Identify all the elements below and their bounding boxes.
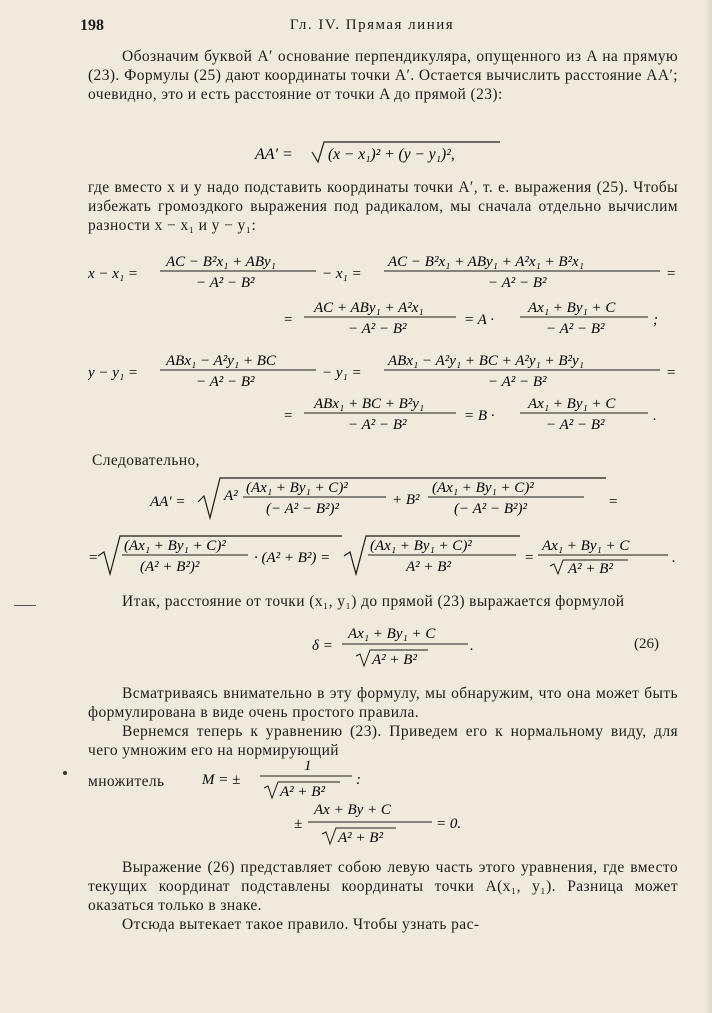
svg-text:=: = bbox=[666, 266, 677, 282]
svg-text::: : bbox=[356, 772, 361, 788]
svg-text:AA′ =: AA′ = bbox=[255, 146, 293, 163]
paragraph-perpendicular: Обозначим буквой A′ основание перпендикуляра, опущенного из A на прямую (23). Формулы (25) дают координаты точки A′. Остается вычислить расстояние AA′; очевидно, это и есть расстояние от точки A до прямой (23): bbox=[88, 48, 678, 103]
svg-text:(Ax₁ + By₁ + C)²: (Ax₁ + By₁ + C)² bbox=[432, 480, 534, 496]
svg-text:− y₁ =: − y₁ = bbox=[322, 365, 362, 381]
paragraph-multiplier-label: множитель bbox=[88, 773, 165, 790]
svg-text:Ax + By + C: Ax + By + C bbox=[314, 802, 391, 818]
equation-x-difference bbox=[88, 246, 683, 346]
page-header bbox=[80, 17, 664, 41]
page-number: 198 bbox=[80, 17, 104, 34]
svg-text:=: = bbox=[88, 550, 99, 566]
equation-y-difference bbox=[88, 347, 683, 443]
svg-text:AC − B²x₁ + ABy₁: AC − B²x₁ + ABy₁ bbox=[166, 254, 276, 270]
svg-text:− A² − B²: − A² − B² bbox=[488, 275, 547, 291]
svg-text:x − x₁ =: x − x₁ = bbox=[88, 266, 139, 282]
svg-text:Ax₁ + By₁ + C: Ax₁ + By₁ + C bbox=[542, 538, 630, 554]
paragraph-therefore: Следовательно, bbox=[92, 452, 200, 469]
svg-text:− x₁ =: − x₁ = bbox=[322, 266, 362, 282]
equation-delta bbox=[310, 620, 480, 672]
paragraph-distance-formula: Итак, расстояние от точки (x₁, y₁) до прямой (23) выражается формулой bbox=[122, 593, 625, 610]
paragraph-rule: Отсюда вытекает такое правило. Чтобы узнать рас- bbox=[122, 916, 480, 933]
svg-text:A² + B²: A² + B² bbox=[280, 784, 325, 800]
svg-text:.: . bbox=[470, 638, 474, 654]
svg-text:(Ax₁ + By₁ + C)²: (Ax₁ + By₁ + C)² bbox=[246, 480, 348, 496]
svg-text:= A ·: = A · bbox=[464, 312, 494, 328]
equation-number-26: (26) bbox=[634, 636, 659, 652]
svg-text:(A² + B²)²: (A² + B²)² bbox=[140, 559, 200, 575]
svg-text:A² + B²: A² + B² bbox=[372, 652, 417, 668]
svg-text:(− A² − B²)²: (− A² − B²)² bbox=[266, 501, 340, 517]
equation-normalizing-factor bbox=[200, 756, 380, 802]
svg-text:1: 1 bbox=[304, 758, 312, 774]
svg-text:.: . bbox=[672, 550, 676, 566]
paragraph-expression-26: Выражение (26) представляет собою левую часть этого уравнения, где вместо текущих координат подставлены координаты точки A(x₁, y₁). Разница может оказаться только в знаке. bbox=[88, 859, 678, 914]
page-edge-shadow bbox=[704, 0, 712, 1013]
equation-aa-radical bbox=[88, 474, 683, 586]
svg-text:− A² − B²: − A² − B² bbox=[348, 417, 407, 433]
svg-text:· (A² + B²) =: · (A² + B²) = bbox=[254, 550, 331, 566]
svg-text:− A² − B²: − A² − B² bbox=[348, 321, 407, 337]
paragraph-observation: Всматриваясь внимательно в эту формулу, мы обнаружим, что она может быть формулирована в виде очень простого правила. bbox=[88, 685, 678, 721]
svg-text:(Ax₁ + By₁ + C)²: (Ax₁ + By₁ + C)² bbox=[124, 538, 226, 554]
svg-text:=: = bbox=[283, 408, 294, 424]
svg-text:A² + B²: A² + B² bbox=[406, 559, 451, 575]
svg-text:=: = bbox=[524, 550, 535, 566]
svg-text:A² + B²: A² + B² bbox=[338, 830, 383, 846]
svg-text:=: = bbox=[666, 365, 677, 381]
equation-distance bbox=[250, 138, 510, 168]
svg-text:− A² − B²: − A² − B² bbox=[196, 275, 255, 291]
svg-text:AA′ =: AA′ = bbox=[150, 494, 186, 510]
svg-text:= 0.: = 0. bbox=[436, 816, 462, 832]
svg-text:− A² − B²: − A² − B² bbox=[546, 417, 605, 433]
running-head: Гл. IV. Прямая линия bbox=[289, 17, 455, 33]
svg-text:+ B²: + B² bbox=[392, 492, 420, 508]
paragraph-substitute: где вместо x и y надо подставить координаты точки A′, т. е. выражения (25). Чтобы избежать громоздкого выражения под радикалом, мы сначала отдельно вычислим разности x − x₁ и y − y₁: bbox=[88, 179, 678, 234]
svg-text:=: = bbox=[608, 494, 619, 510]
margin-dot bbox=[63, 771, 67, 775]
svg-text:ABx₁ − A²y₁ + BC + A²y₁ + B²y₁: ABx₁ − A²y₁ + BC + A²y₁ + B²y₁ bbox=[388, 353, 584, 369]
svg-text:ABx₁ + BC + B²y₁: ABx₁ + BC + B²y₁ bbox=[314, 396, 425, 412]
svg-text:AC + ABy₁ + A²x₁: AC + ABy₁ + A²x₁ bbox=[314, 300, 424, 316]
svg-text:A²: A² bbox=[224, 488, 238, 504]
svg-text:− A² − B²: − A² − B² bbox=[196, 374, 255, 390]
svg-text:(Ax₁ + By₁ + C)²: (Ax₁ + By₁ + C)² bbox=[370, 538, 472, 554]
svg-text:Ax₁ + By₁ + C: Ax₁ + By₁ + C bbox=[528, 300, 616, 316]
svg-text:y − y₁ =: y − y₁ = bbox=[88, 365, 139, 381]
svg-text:M = ±: M = ± bbox=[202, 772, 241, 788]
svg-text:.: . bbox=[653, 408, 657, 424]
svg-text:− A² − B²: − A² − B² bbox=[546, 321, 605, 337]
svg-text:A² + B²: A² + B² bbox=[568, 561, 613, 577]
svg-text:=: = bbox=[283, 312, 294, 328]
svg-text:− A² − B²: − A² − B² bbox=[488, 374, 547, 390]
svg-text:;: ; bbox=[653, 312, 658, 328]
svg-text:(x − x₁)² + (y − y₁)²,: (x − x₁)² + (y − y₁)², bbox=[328, 146, 455, 163]
svg-text:δ =: δ = bbox=[312, 638, 333, 654]
equation-normal-form bbox=[292, 798, 482, 850]
svg-text:= B ·: = B · bbox=[464, 408, 495, 424]
svg-text:(− A² − B²)²: (− A² − B²)² bbox=[454, 501, 528, 517]
margin-mark bbox=[14, 605, 36, 606]
svg-text:±: ± bbox=[294, 816, 303, 832]
svg-text:Ax₁ + By₁ + C: Ax₁ + By₁ + C bbox=[348, 626, 436, 642]
svg-text:Ax₁ + By₁ + C: Ax₁ + By₁ + C bbox=[528, 396, 616, 412]
svg-text:ABx₁ − A²y₁ + BC: ABx₁ − A²y₁ + BC bbox=[166, 353, 276, 369]
svg-text:AC − B²x₁ + ABy₁ + A²x₁ + B²x₁: AC − B²x₁ + ABy₁ + A²x₁ + B²x₁ bbox=[388, 254, 584, 270]
paragraph-return-to-equation: Вернемся теперь к уравнению (23). Приведем его к нормальному виду, для чего умножим его на нормирующий bbox=[88, 723, 678, 759]
